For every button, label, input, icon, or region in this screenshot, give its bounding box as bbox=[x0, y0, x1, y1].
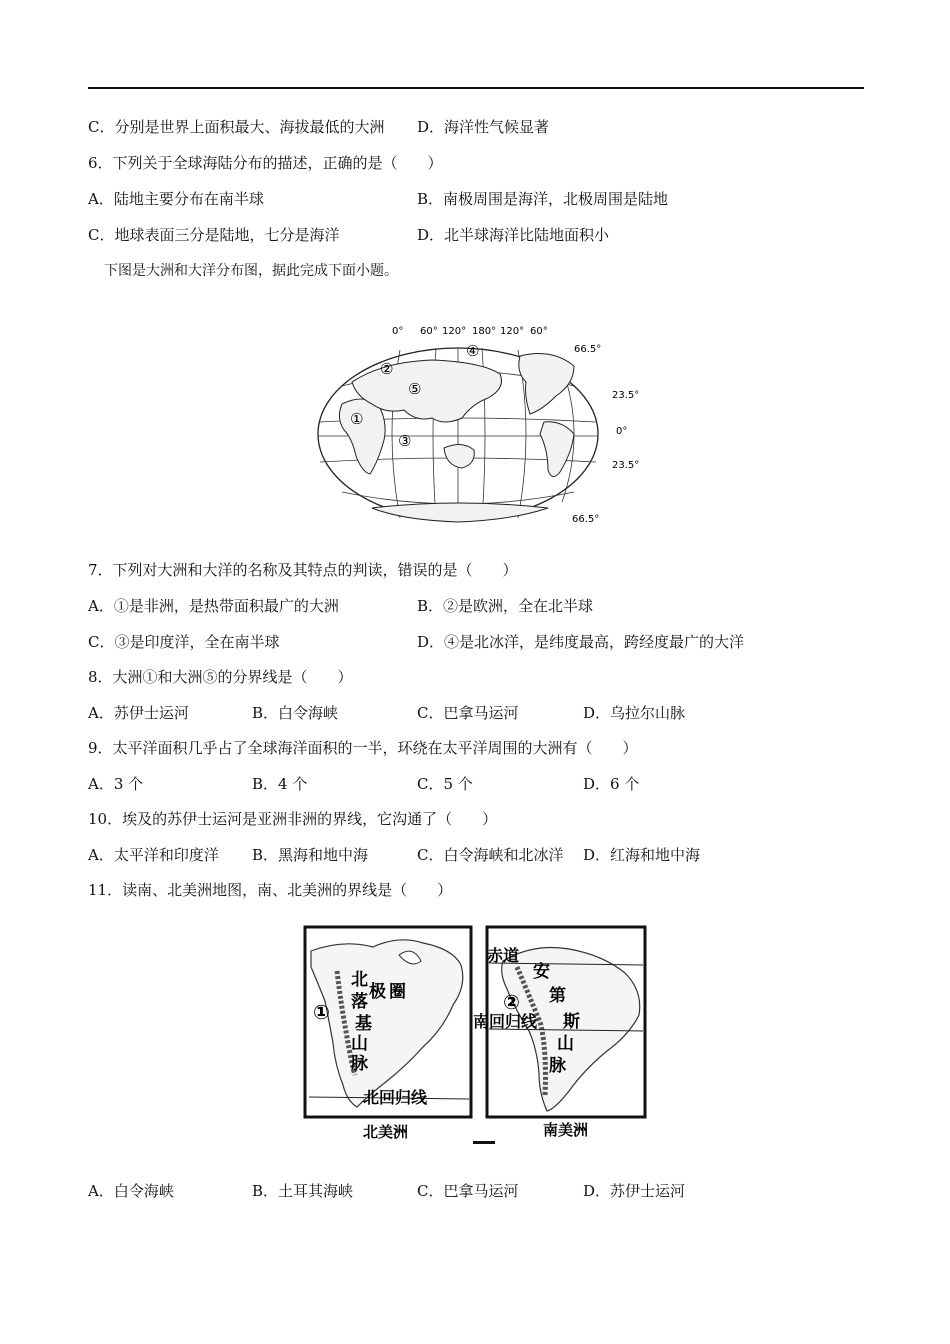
q10-option-d: D．红海和地中海 bbox=[583, 846, 701, 864]
lon-label: 60° bbox=[420, 326, 438, 337]
north-america-caption: 北美洲 bbox=[363, 1123, 409, 1141]
land-antarctica bbox=[372, 503, 548, 522]
arctic-circle-label: 北 bbox=[351, 970, 368, 990]
figure-intro: 下图是大洲和大洋分布图，据此完成下面小题。 bbox=[104, 263, 398, 279]
americas-map-figure bbox=[303, 925, 649, 1145]
q6-option-a: A．陆地主要分布在南半球 bbox=[88, 190, 264, 208]
lat-label: 66.5° bbox=[574, 344, 602, 355]
header-rule bbox=[88, 87, 864, 89]
rocky-label: 落 bbox=[351, 992, 368, 1012]
marker-5: ⑤ bbox=[408, 380, 422, 398]
marker-4: ④ bbox=[466, 342, 480, 360]
andes-label: 第 bbox=[549, 986, 566, 1006]
q9-option-d: D．6 个 bbox=[583, 775, 640, 793]
q5-option-d: D．海洋性气候显著 bbox=[417, 118, 550, 136]
lat-label: 23.5° bbox=[612, 390, 640, 401]
q6-option-b: B．南极周围是海洋，北极周围是陆地 bbox=[417, 190, 669, 208]
south-america-caption: 南美洲 bbox=[543, 1121, 589, 1139]
q6-option-c: C．地球表面三分是陆地，七分是海洋 bbox=[88, 226, 340, 244]
andes-label: 山 bbox=[557, 1034, 574, 1054]
rocky-label: 山 bbox=[351, 1034, 368, 1054]
rocky-label: 基 bbox=[355, 1014, 372, 1034]
lon-label: 120° bbox=[500, 326, 525, 337]
south-marker: ② bbox=[503, 990, 520, 1014]
q8-option-d: D．乌拉尔山脉 bbox=[583, 704, 686, 722]
q8-stem: 8．大洲①和大洲⑤的分界线是（ ） bbox=[88, 668, 353, 686]
marker-1: ① bbox=[350, 410, 364, 428]
q8-option-b: B．白令海峡 bbox=[252, 704, 339, 722]
lon-label: 0° bbox=[392, 326, 404, 337]
q9-option-b: B．4 个 bbox=[252, 775, 308, 793]
lat-label: 23.5° bbox=[612, 460, 640, 471]
andes-label: 斯 bbox=[563, 1012, 580, 1032]
q7-option-d: D．④是北冰洋，是纬度最高，跨经度最广的大洋 bbox=[417, 633, 745, 651]
caption-dash-mark bbox=[473, 1141, 495, 1144]
lon-label: 120° bbox=[442, 326, 467, 337]
q7-option-b: B．②是欧洲，全在北半球 bbox=[417, 597, 594, 615]
tropic-capricorn-label: 南回归线 bbox=[473, 1012, 538, 1031]
land-north-america bbox=[519, 354, 574, 414]
land-south-america bbox=[540, 422, 574, 477]
q11-option-c: C．巴拿马运河 bbox=[417, 1182, 519, 1200]
marker-2: ② bbox=[380, 360, 394, 378]
equator-label: 赤道 bbox=[487, 946, 520, 965]
q8-option-c: C．巴拿马运河 bbox=[417, 704, 519, 722]
north-marker: ① bbox=[313, 1000, 330, 1024]
q11-option-a: A．白令海峡 bbox=[88, 1182, 174, 1200]
lat-label: 66.5° bbox=[572, 514, 600, 525]
lon-label: 180° bbox=[472, 326, 497, 337]
q11-option-d: D．苏伊士运河 bbox=[583, 1182, 686, 1200]
q7-option-a: A．①是非洲，是热带面积最广的大洲 bbox=[88, 597, 339, 615]
map-land bbox=[339, 354, 574, 522]
q11-stem: 11．读南、北美洲地图，南、北美洲的界线是（ ） bbox=[88, 881, 453, 899]
q10-option-c: C．白令海峡和北冰洋 bbox=[417, 846, 564, 864]
andes-label: 安 bbox=[533, 962, 550, 982]
q10-option-a: A．太平洋和印度洋 bbox=[88, 846, 219, 864]
andes-label: 脉 bbox=[549, 1056, 566, 1076]
q5-option-c: C．分别是世界上面积最大、海拔最低的大洲 bbox=[88, 118, 385, 136]
q7-stem: 7．下列对大洲和大洋的名称及其特点的判读，错误的是（ ） bbox=[88, 561, 518, 579]
q6-option-d: D．北半球海洋比陆地面积小 bbox=[417, 226, 610, 244]
q9-stem: 9．太平洋面积几乎占了全球海洋面积的一半，环绕在太平洋周围的大洲有（ ） bbox=[88, 739, 638, 757]
marker-3: ③ bbox=[398, 432, 412, 450]
q9-option-c: C．5 个 bbox=[417, 775, 473, 793]
q6-stem: 6．下列关于全球海陆分布的描述，正确的是（ ） bbox=[88, 154, 443, 172]
tropic-cancer-label: 北回归线 bbox=[363, 1088, 428, 1107]
arctic-circle-label: 圈 bbox=[389, 982, 406, 1002]
q10-option-b: B．黑海和地中海 bbox=[252, 846, 369, 864]
lat-label: 0° bbox=[616, 426, 628, 437]
lon-label: 60° bbox=[530, 326, 548, 337]
q8-option-a: A．苏伊士运河 bbox=[88, 704, 189, 722]
q11-option-b: B．土耳其海峡 bbox=[252, 1182, 354, 1200]
q9-option-a: A．3 个 bbox=[88, 775, 144, 793]
rocky-label: 脉 bbox=[351, 1054, 368, 1074]
arctic-circle-label: 极 bbox=[369, 982, 386, 1002]
land-australia bbox=[444, 444, 474, 468]
q10-stem: 10．埃及的苏伊士运河是亚洲非洲的界线，它沟通了（ ） bbox=[88, 810, 498, 828]
world-map-figure bbox=[312, 322, 652, 527]
q7-option-c: C．③是印度洋，全在南半球 bbox=[88, 633, 280, 651]
